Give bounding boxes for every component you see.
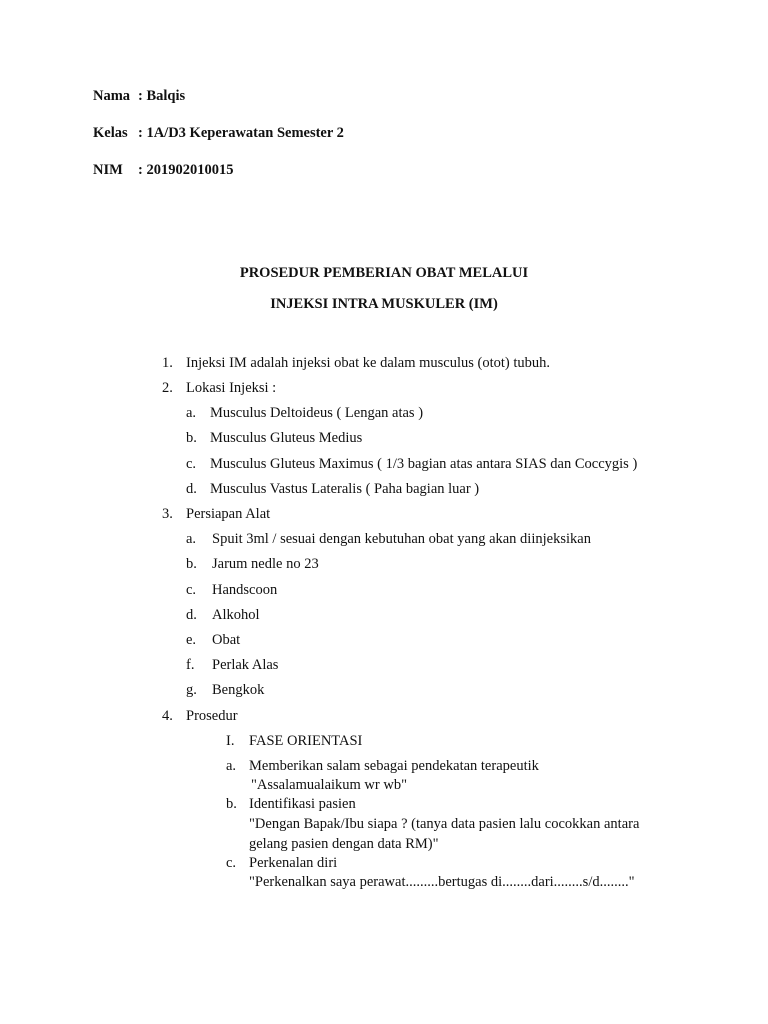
sub-item-marker: b.: [186, 430, 197, 446]
list-item-number: 2.: [162, 380, 173, 396]
phase-sub-text: Perkenalan diri: [249, 855, 338, 871]
sub-item-text: Musculus Deltoideus ( Lengan atas ): [210, 405, 424, 421]
nama-label: Nama: [93, 88, 131, 104]
sub-item-marker: e.: [186, 632, 197, 648]
nim-label: NIM: [93, 162, 123, 178]
sub-item-text: Musculus Gluteus Maximus ( 1/3 bagian atas antara SIAS dan Coccygis ): [210, 456, 638, 472]
phase-sub-text: Identifikasi pasien: [249, 796, 356, 812]
list-item-number: 4.: [162, 708, 173, 724]
sub-item-text: Jarum nedle no 23: [212, 556, 319, 572]
sub-item-text: Handscoon: [212, 582, 278, 598]
sub-item-text: Spuit 3ml / sesuai dengan kebutuhan obat yang akan diinjeksikan: [212, 531, 591, 547]
list-item-text: Prosedur: [186, 708, 238, 724]
phase-sub-quote: "Perkenalkan saya perawat.........bertugas di........dari........s/d........": [249, 874, 635, 890]
phase-sub-quote: "Dengan Bapak/Ibu siapa ? (tanya data pasien lalu cocokkan antara: [249, 816, 640, 832]
sub-item-marker: f.: [186, 657, 195, 673]
sub-item-marker: a.: [186, 405, 197, 421]
phase-sub-quote: "Assalamualaikum wr wb": [251, 777, 408, 793]
phase-sub-marker: a.: [226, 758, 237, 774]
phase-title: FASE ORIENTASI: [249, 733, 363, 749]
kelas-value: : 1A/D3 Keperawatan Semester 2: [138, 125, 344, 141]
sub-item-marker: b.: [186, 556, 197, 572]
sub-item-marker: a.: [186, 531, 197, 547]
sub-item-marker: d.: [186, 481, 197, 497]
kelas-label: Kelas: [93, 125, 128, 141]
sub-item-marker: c.: [186, 582, 197, 598]
nim-value: : 201902010015: [138, 162, 234, 178]
sub-item-marker: d.: [186, 607, 197, 623]
document-title-line2: INJEKSI INTRA MUSKULER (IM): [270, 296, 498, 312]
sub-item-text: Obat: [212, 632, 241, 648]
list-item-text: Persiapan Alat: [186, 506, 271, 522]
list-item-number: 3.: [162, 506, 173, 522]
sub-item-text: Bengkok: [212, 682, 265, 698]
sub-item-text: Alkohol: [212, 607, 260, 623]
phase-sub-quote-continued: gelang pasien dengan data RM)": [249, 836, 439, 852]
phase-sub-marker: c.: [226, 855, 237, 871]
sub-item-marker: c.: [186, 456, 197, 472]
document-title-line1: PROSEDUR PEMBERIAN OBAT MELALUI: [239, 265, 529, 281]
sub-item-text: Musculus Gluteus Medius: [210, 430, 363, 446]
list-item-text: Injeksi IM adalah injeksi obat ke dalam musculus (otot) tubuh.: [186, 355, 551, 371]
phase-sub-text: Memberikan salam sebagai pendekatan terapeutik: [249, 758, 539, 774]
sub-item-text: Musculus Vastus Lateralis ( Paha bagian luar ): [210, 481, 480, 497]
list-item-number: 1.: [162, 355, 173, 371]
list-item-text: Lokasi Injeksi :: [186, 380, 277, 396]
nama-value: : Balqis: [138, 88, 186, 104]
phase-sub-marker: b.: [226, 796, 237, 812]
sub-item-marker: g.: [186, 682, 197, 698]
phase-number: I.: [226, 733, 235, 749]
sub-item-text: Perlak Alas: [212, 657, 279, 673]
